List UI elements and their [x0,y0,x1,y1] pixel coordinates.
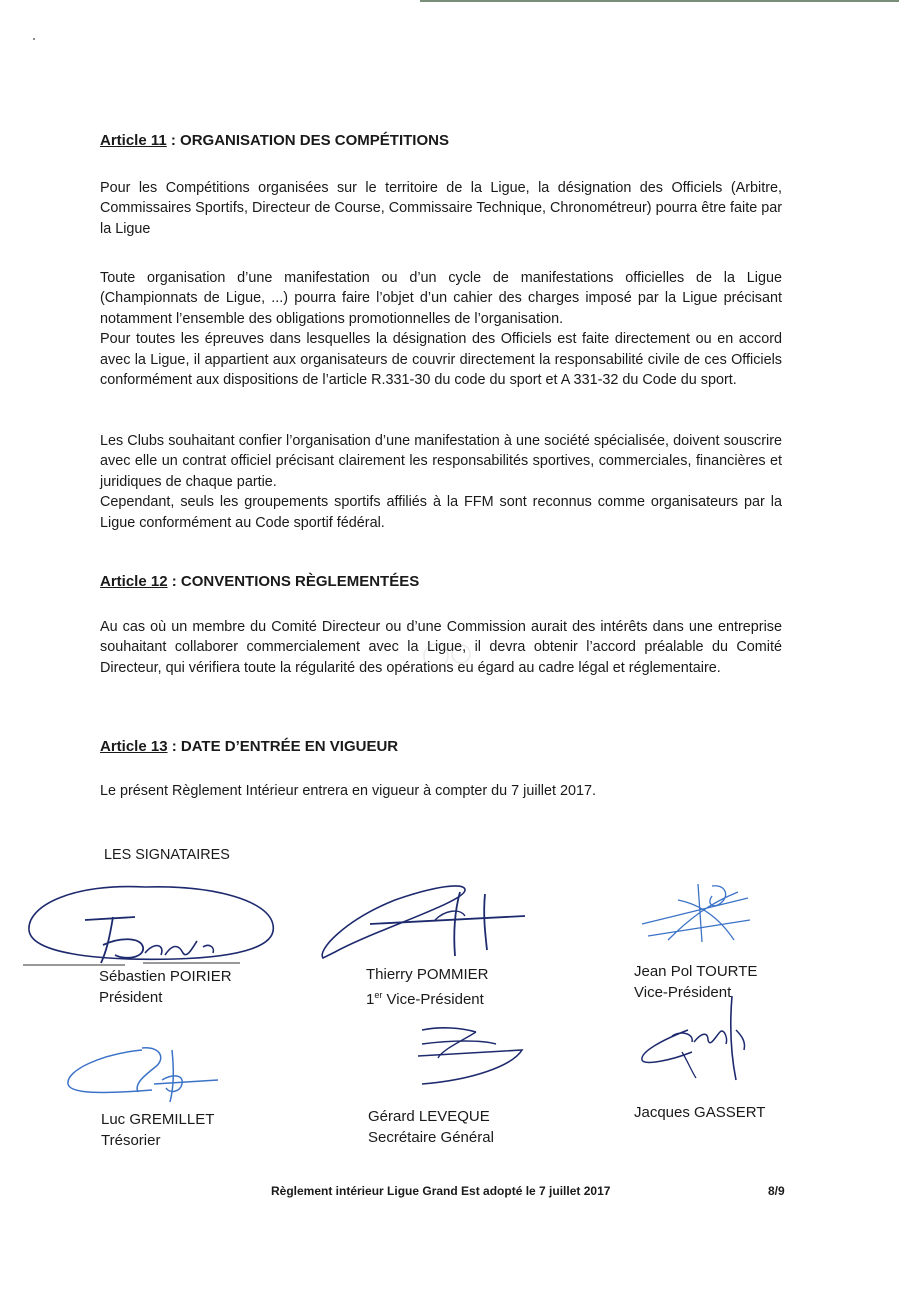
signature-pommier [315,880,540,960]
article-12-number: Article 12 [100,573,168,590]
article-12-title: : CONVENTIONS RÈGLEMENTÉES [167,573,420,590]
page-number: 8/9 [768,1184,785,1198]
article-13-heading [100,738,398,755]
signatory-name: Gérard LEVEQUE [368,1108,490,1125]
role-ordinal-suffix: er [374,990,383,1000]
article-11-paragraph-3 [100,431,782,533]
signatory-tourte [634,961,757,1003]
faint-stamp-mark [416,636,486,676]
article-13-paragraph: Le présent Règlement Intérieur entrera en vigueur à compter du 7 juillet 2017. [100,783,596,799]
signature-tourte [638,880,758,950]
signatory-poirier [99,966,232,1008]
signatory-leveque [368,1106,494,1148]
signatory-name: Jean Pol TOURTE [634,963,758,980]
signature-gremillet [62,1040,222,1110]
article-13-title: : DATE D’ENTRÉE EN VIGUEUR [167,738,399,755]
signatory-role: Secrétaire Général [368,1129,494,1146]
article-13-number: Article 13 [100,738,168,755]
paragraph-text: Pour les Compétitions organisées sur le territoire de la Ligue, la désignation des Officiels (Arbitre, Commissaires Sportifs, Directeur de Course, Commissaire Technique, Chronométreur) pourra être faite par la Ligue [100,180,782,237]
signatory-name: Sébastien POIRIER [99,968,232,985]
signatory-name: Jacques GASSERT [634,1104,766,1121]
signatory-pommier [366,964,489,1010]
article-11-number: Article 11 [100,132,167,149]
signature-gassert [632,990,757,1085]
paragraph-text: Les Clubs souhaitant confier l’organisation d’une manifestation à une société spécialisée, doivent souscrire avec elle un contrat officiel précisant clairement les responsabilités sportives, commerciales, financières et juridiques de chaque partie. [100,433,782,490]
paragraph-text: Au cas où un membre du Comité Directeur ou d’une Commission aurait des intérêts dans une entreprise souhaitant collaborer commercialement avec la Ligue, il devra obtenir l’accord préalable du Comité Directeur, qui vérifiera toute la régularité des opérations eu égard au cadre légal et réglementaire. [100,619,782,676]
signatory-role-line [366,985,489,1010]
signatory-role: Président [99,989,163,1006]
signatory-role: Trésorier [101,1132,161,1149]
paragraph-text: Toute organisation d’une manifestation ou d’un cycle de manifestations officielles de la Ligue (Championnats de Ligue, ...) pourra faire l’objet d’un cahier des charges imposé par la Ligue précisant notamment l’ensemble des obligations promotionnelles de l’organisation. [100,270,782,327]
scan-speck [33,38,35,40]
signatory-role: Vice-Président [382,991,484,1008]
signatory-gremillet [101,1109,214,1151]
signatory-role: Vice-Président [634,984,732,1001]
article-12-heading [100,573,419,590]
role-ordinal: 1 [366,991,375,1008]
article-11-title: : ORGANISATION DES COMPÉTITIONS [166,132,449,149]
signatory-gassert [634,1102,765,1123]
article-11-paragraph-2 [100,268,782,390]
page-footer: Règlement intérieur Ligue Grand Est adopté le 7 juillet 2017 [271,1184,611,1198]
article-11-heading [100,132,449,149]
signature-leveque [412,1022,527,1087]
signature-poirier [15,875,280,975]
top-edge-line [420,0,899,2]
paragraph-text: Pour toutes les épreuves dans lesquelles la désignation des Officiels est faite directement ou en accord avec la Ligue, il appartient aux organisateurs de couvrir directement la responsabilité civile de ces Officiels conformément aux dispositions de l’article R.331-30 du code du sport et A 331-32 du Code du sport. [100,331,782,389]
article-11-paragraph-1 [100,178,782,239]
signatories-heading: LES SIGNATAIRES [104,847,230,863]
signatory-name: Luc GREMILLET [101,1111,215,1128]
signatory-name: Thierry POMMIER [366,966,489,983]
paragraph-text: Cependant, seuls les groupements sportifs affiliés à la FFM sont reconnus comme organisateurs par la Ligue conformément au Code sportif fédéral. [100,494,782,531]
